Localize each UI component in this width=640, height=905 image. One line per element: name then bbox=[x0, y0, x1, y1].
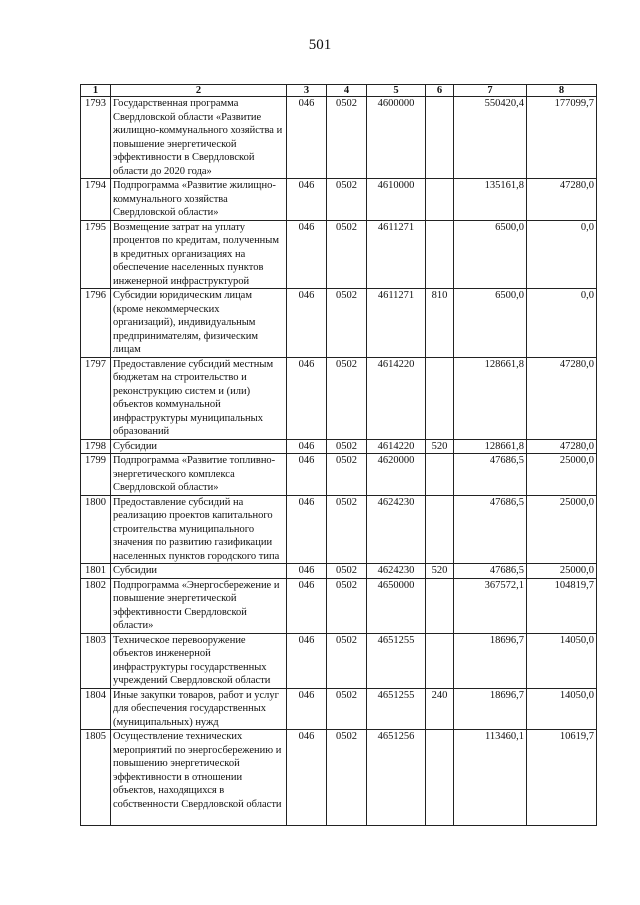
row-amount-8: 47280,0 bbox=[527, 357, 597, 439]
row-code-3: 046 bbox=[287, 633, 327, 688]
row-code-3: 046 bbox=[287, 220, 327, 289]
header-col-1: 1 bbox=[81, 85, 111, 97]
row-name: Подпрограмма «Развитие топливно-энергетического комплекса Свердловской области» bbox=[111, 454, 287, 496]
row-name: Государственная программа Свердловской области «Развитие жилищно-коммунального хозяйства и повышение энергетической эффективности в Свердловской области до 2020 года» bbox=[111, 97, 287, 179]
row-code-5: 4651255 bbox=[367, 633, 426, 688]
row-number: 1793 bbox=[81, 97, 111, 179]
row-code-5: 4611271 bbox=[367, 220, 426, 289]
table-row bbox=[81, 97, 597, 179]
header-col-3: 3 bbox=[287, 85, 327, 97]
row-code-4: 0502 bbox=[327, 179, 367, 221]
row-code-4: 0502 bbox=[327, 357, 367, 439]
table-row bbox=[81, 220, 597, 289]
row-name: Подпрограмма «Энергосбережение и повышение энергетической эффективности Свердловской области» bbox=[111, 578, 287, 633]
row-code-6 bbox=[426, 633, 454, 688]
row-amount-8: 47280,0 bbox=[527, 439, 597, 454]
row-name: Иные закупки товаров, работ и услуг для обеспечения государственных (муниципальных) нужд bbox=[111, 688, 287, 730]
row-name: Субсидии юридическим лицам (кроме некоммерческих организаций), индивидуальным предпринимателям, физическим лицам bbox=[111, 289, 287, 358]
row-code-6 bbox=[426, 578, 454, 633]
table-row bbox=[81, 357, 597, 439]
row-code-5: 4650000 bbox=[367, 578, 426, 633]
row-code-3: 046 bbox=[287, 357, 327, 439]
row-code-5: 4614220 bbox=[367, 439, 426, 454]
row-amount-7: 128661,8 bbox=[454, 439, 527, 454]
row-code-6 bbox=[426, 495, 454, 564]
row-number: 1805 bbox=[81, 730, 111, 826]
row-code-3: 046 bbox=[287, 454, 327, 496]
row-amount-8: 0,0 bbox=[527, 220, 597, 289]
table-row bbox=[81, 439, 597, 454]
header-col-8: 8 bbox=[527, 85, 597, 97]
row-number: 1798 bbox=[81, 439, 111, 454]
row-code-3: 046 bbox=[287, 97, 327, 179]
row-name: Субсидии bbox=[111, 439, 287, 454]
row-name: Субсидии bbox=[111, 564, 287, 579]
row-code-6 bbox=[426, 97, 454, 179]
row-number: 1794 bbox=[81, 179, 111, 221]
row-code-5: 4651256 bbox=[367, 730, 426, 826]
row-amount-7: 367572,1 bbox=[454, 578, 527, 633]
table-row bbox=[81, 730, 597, 826]
row-amount-8: 25000,0 bbox=[527, 454, 597, 496]
row-code-4: 0502 bbox=[327, 564, 367, 579]
row-amount-8: 104819,7 bbox=[527, 578, 597, 633]
row-code-4: 0502 bbox=[327, 688, 367, 730]
row-code-3: 046 bbox=[287, 179, 327, 221]
header-col-2: 2 bbox=[111, 85, 287, 97]
row-code-3: 046 bbox=[287, 289, 327, 358]
row-code-5: 4651255 bbox=[367, 688, 426, 730]
header-col-4: 4 bbox=[327, 85, 367, 97]
row-amount-7: 47686,5 bbox=[454, 495, 527, 564]
row-code-5: 4620000 bbox=[367, 454, 426, 496]
row-code-3: 046 bbox=[287, 688, 327, 730]
row-amount-7: 47686,5 bbox=[454, 454, 527, 496]
row-code-3: 046 bbox=[287, 564, 327, 579]
row-code-3: 046 bbox=[287, 495, 327, 564]
table-row bbox=[81, 633, 597, 688]
row-amount-8: 0,0 bbox=[527, 289, 597, 358]
table-row bbox=[81, 289, 597, 358]
table-row bbox=[81, 578, 597, 633]
row-amount-8: 14050,0 bbox=[527, 688, 597, 730]
row-code-6 bbox=[426, 179, 454, 221]
row-name: Предоставление субсидий на реализацию проектов капитального строительства муниципального значения по развитию газификации населенных пунктов городского типа bbox=[111, 495, 287, 564]
row-amount-8: 10619,7 bbox=[527, 730, 597, 826]
row-name: Предоставление субсидий местным бюджетам на строительство и реконструкцию систем и (или) объектов коммунальной инфраструктуры муниципальных образований bbox=[111, 357, 287, 439]
row-code-5: 4624230 bbox=[367, 495, 426, 564]
table-row bbox=[81, 495, 597, 564]
row-code-6 bbox=[426, 730, 454, 826]
row-code-4: 0502 bbox=[327, 97, 367, 179]
row-code-4: 0502 bbox=[327, 454, 367, 496]
row-number: 1800 bbox=[81, 495, 111, 564]
row-code-6: 810 bbox=[426, 289, 454, 358]
row-code-4: 0502 bbox=[327, 439, 367, 454]
row-number: 1804 bbox=[81, 688, 111, 730]
row-code-5: 4600000 bbox=[367, 97, 426, 179]
row-code-4: 0502 bbox=[327, 495, 367, 564]
row-code-6 bbox=[426, 357, 454, 439]
row-name: Возмещение затрат на уплату процентов по кредитам, полученным в кредитных организациях на обеспечение населенных пунктов инженерной инфраструктурой bbox=[111, 220, 287, 289]
row-name: Осуществление технических мероприятий по энергосбережению и повышению энергетической эффективности в отношении объектов, находящихся в собственности Свердловской области bbox=[111, 730, 287, 826]
row-code-3: 046 bbox=[287, 730, 327, 826]
row-name: Техническое перевооружение объектов инженерной инфраструктуры государственных учреждений Свердловской области bbox=[111, 633, 287, 688]
row-code-4: 0502 bbox=[327, 578, 367, 633]
row-amount-7: 128661,8 bbox=[454, 357, 527, 439]
row-code-4: 0502 bbox=[327, 730, 367, 826]
row-code-4: 0502 bbox=[327, 220, 367, 289]
budget-table bbox=[80, 84, 597, 826]
table-row bbox=[81, 688, 597, 730]
header-col-7: 7 bbox=[454, 85, 527, 97]
row-amount-8: 14050,0 bbox=[527, 633, 597, 688]
row-code-4: 0502 bbox=[327, 289, 367, 358]
row-code-5: 4611271 bbox=[367, 289, 426, 358]
table-row bbox=[81, 564, 597, 579]
row-amount-7: 18696,7 bbox=[454, 688, 527, 730]
row-amount-7: 135161,8 bbox=[454, 179, 527, 221]
row-amount-7: 6500,0 bbox=[454, 289, 527, 358]
row-number: 1801 bbox=[81, 564, 111, 579]
row-number: 1803 bbox=[81, 633, 111, 688]
row-number: 1799 bbox=[81, 454, 111, 496]
row-amount-8: 25000,0 bbox=[527, 495, 597, 564]
row-amount-8: 177099,7 bbox=[527, 97, 597, 179]
row-code-6: 520 bbox=[426, 564, 454, 579]
row-number: 1802 bbox=[81, 578, 111, 633]
row-amount-7: 18696,7 bbox=[454, 633, 527, 688]
row-amount-8: 25000,0 bbox=[527, 564, 597, 579]
row-number: 1795 bbox=[81, 220, 111, 289]
row-code-6: 240 bbox=[426, 688, 454, 730]
row-code-3: 046 bbox=[287, 439, 327, 454]
row-name: Подпрограмма «Развитие жилищно-коммунального хозяйства Свердловской области» bbox=[111, 179, 287, 221]
page-number: 501 bbox=[308, 37, 332, 53]
row-code-4: 0502 bbox=[327, 633, 367, 688]
row-amount-8: 47280,0 bbox=[527, 179, 597, 221]
row-code-5: 4614220 bbox=[367, 357, 426, 439]
row-amount-7: 47686,5 bbox=[454, 564, 527, 579]
row-code-6 bbox=[426, 220, 454, 289]
header-col-6: 6 bbox=[426, 85, 454, 97]
table-row bbox=[81, 454, 597, 496]
row-code-6: 520 bbox=[426, 439, 454, 454]
row-amount-7: 550420,4 bbox=[454, 97, 527, 179]
header-row bbox=[81, 85, 597, 97]
row-amount-7: 6500,0 bbox=[454, 220, 527, 289]
row-code-5: 4610000 bbox=[367, 179, 426, 221]
table-row bbox=[81, 179, 597, 221]
row-code-3: 046 bbox=[287, 578, 327, 633]
row-number: 1797 bbox=[81, 357, 111, 439]
row-number: 1796 bbox=[81, 289, 111, 358]
header-col-5: 5 bbox=[367, 85, 426, 97]
row-code-5: 4624230 bbox=[367, 564, 426, 579]
row-amount-7: 113460,1 bbox=[454, 730, 527, 826]
row-code-6 bbox=[426, 454, 454, 496]
